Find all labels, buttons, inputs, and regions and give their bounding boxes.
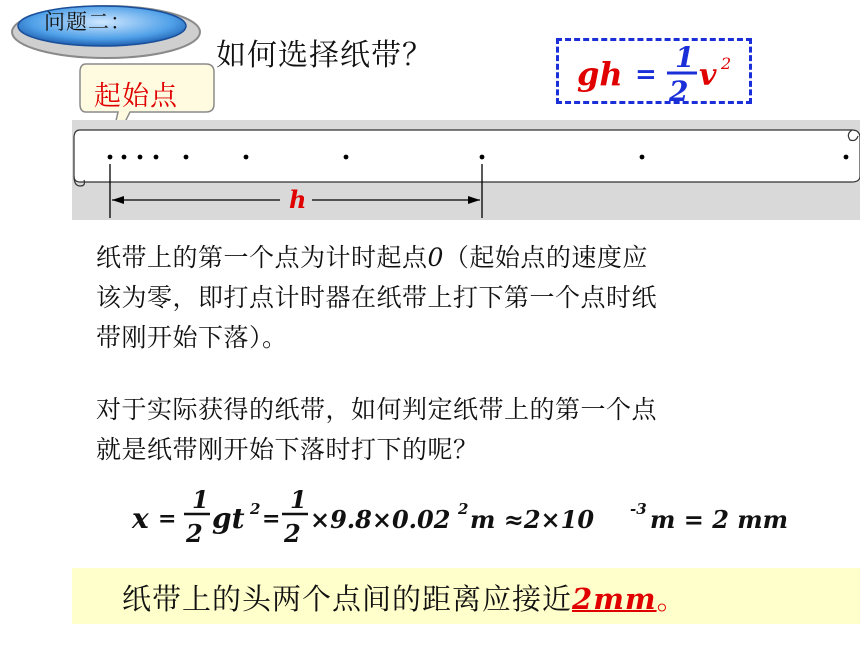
- formula-numerator: 1: [675, 41, 695, 74]
- eq-exponent: -3: [630, 500, 647, 518]
- formula-lhs: gh: [577, 55, 623, 93]
- eq-frac1-den: 2: [186, 519, 203, 548]
- paragraph1-line2: 该为零，即打点计时器在纸带上打下第一个点时纸: [96, 283, 658, 312]
- tape-dot: [184, 155, 189, 160]
- formula-exponent: 2: [721, 54, 732, 73]
- distance-label-h: h: [289, 185, 307, 214]
- paragraph-start-point: [96, 238, 846, 358]
- eq-result: m = 2 mm: [650, 505, 789, 534]
- formula-equals: =: [635, 60, 657, 90]
- eq-square-2: 2: [458, 500, 469, 518]
- badge-label: 问题二：: [44, 10, 132, 34]
- formula-denominator: 2: [669, 75, 689, 101]
- paragraph2-line1: 对于实际获得的纸带，如何判定纸带上的第一个点: [96, 395, 658, 424]
- eq-equals-1: =: [158, 506, 177, 532]
- formula-velocity: v: [699, 58, 717, 93]
- question-badge: [8, 2, 208, 60]
- conclusion-period: 。: [656, 582, 687, 616]
- tape-dot: [122, 155, 127, 160]
- eq-gt-square: 2: [250, 500, 261, 518]
- tape-strip: [74, 130, 860, 182]
- tape-dot: [244, 155, 249, 160]
- eq-x: x: [132, 502, 149, 535]
- paper-tape: [0, 120, 860, 226]
- conclusion-value: 2mm: [572, 582, 657, 616]
- tape-dot: [480, 155, 485, 160]
- eq-multiplication: ×9.8×0.02: [310, 505, 451, 534]
- eq-approx: m ≈2×10: [470, 505, 595, 534]
- tape-dot: [344, 155, 349, 160]
- paragraph1-line3: 带刚开始下落）。: [96, 323, 288, 352]
- timing-origin-zero: 0: [427, 243, 444, 272]
- page-title: 如何选择纸带？: [216, 38, 433, 73]
- paragraph1-line1: [96, 238, 846, 278]
- paragraph2-line2: 就是纸带刚开始下落时打下的呢？: [96, 435, 479, 464]
- eq-gt: gt: [212, 502, 245, 535]
- paragraph-question: [96, 390, 846, 470]
- eq-frac2-den: 2: [284, 519, 301, 548]
- conclusion: [122, 577, 687, 618]
- tape-dot: [844, 155, 849, 160]
- conclusion-text: 纸带上的头两个点间的距离应接近: [122, 582, 573, 616]
- tape-dot: [138, 155, 143, 160]
- tape-dot: [108, 155, 113, 160]
- paragraph1-line1-tail: （起始点的速度应: [443, 243, 648, 272]
- free-fall-equation: [120, 482, 820, 552]
- energy-formula: [559, 41, 749, 101]
- paragraph1-line1-text: 纸带上的第一个点为计时起点: [96, 243, 428, 272]
- eq-equals-2: =: [262, 506, 281, 532]
- start-point-callout: 起始点: [94, 81, 178, 112]
- eq-frac1-num: 1: [192, 485, 209, 514]
- eq-frac2-num: 1: [290, 485, 307, 514]
- tape-dot: [154, 155, 159, 160]
- tape-dot: [640, 155, 645, 160]
- energy-formula-box: [556, 38, 752, 104]
